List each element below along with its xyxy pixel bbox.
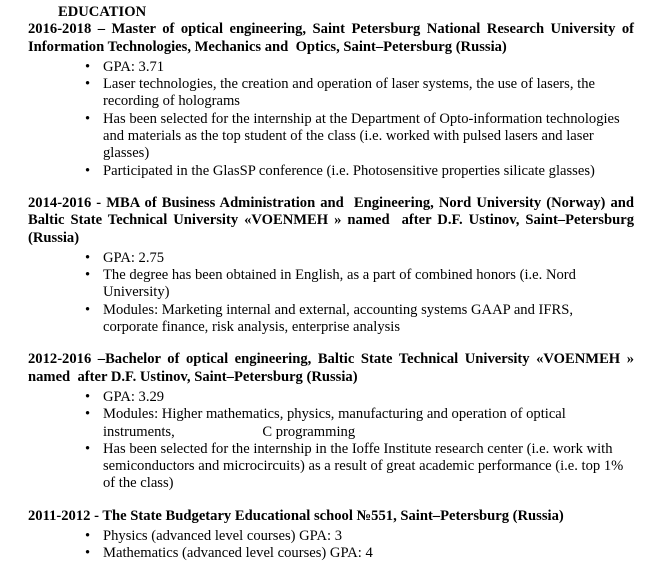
bullet-icon: • — [85, 110, 91, 127]
bullet-item — [28, 76, 634, 111]
bullet-text: GPA: 3.29 — [103, 388, 165, 405]
bullet-text: GPA: 2.75 — [103, 249, 165, 266]
bullet-icon: • — [85, 162, 91, 179]
bullet-item — [28, 250, 634, 267]
education-entry — [28, 195, 634, 336]
bullet-icon: • — [85, 301, 91, 318]
bullet-item — [28, 267, 634, 302]
bullet-icon: • — [85, 58, 91, 75]
entry-title: 2016-2018 – Master of optical engineering, Saint Petersburg National Research University of Information Technologies, Mechanics and Optics, Saint–Petersburg (Russia) — [28, 21, 634, 55]
entry-title: 2014-2016 - MBA of Business Administration and Engineering, Nord University (Norway) and Baltic State Technical University «VOENMEH » named after D.F. Ustinov, Saint–Petersburg (Russia) — [28, 194, 634, 246]
entry-bullet-list — [28, 59, 634, 180]
bullet-icon: • — [85, 440, 91, 457]
bullet-item — [28, 545, 634, 562]
entry-bullet-list — [28, 250, 634, 336]
entry-title: 2011-2012 - The State Budgetary Educational school №551, Saint–Petersburg (Russia) — [28, 507, 564, 524]
bullet-item — [28, 389, 634, 406]
bullet-icon: • — [85, 406, 91, 423]
education-entry — [28, 351, 634, 492]
bullet-icon: • — [85, 545, 91, 562]
bullet-text: The degree has been obtained in English, as a part of combined honors (i.e. Nord University) — [103, 267, 580, 301]
bullet-text: Mathematics (advanced level courses) GPA: 4 — [103, 545, 373, 562]
bullet-item — [28, 111, 634, 163]
bullet-icon: • — [85, 249, 91, 266]
bullet-text: Participated in the GlasSP conference (i.e. Photosensitive properties silicate glasses) — [103, 162, 595, 179]
bullet-icon: • — [85, 267, 91, 284]
bullet-item — [28, 441, 634, 493]
bullet-item — [28, 528, 634, 545]
education-entry — [28, 508, 634, 563]
bullet-item — [28, 302, 634, 337]
bullet-item — [28, 406, 634, 441]
entry-title: 2012-2016 –Bachelor of optical engineering, Baltic State Technical University «VOENMEH » named after D.F. Ustinov, Saint–Petersburg (Russia) — [28, 351, 634, 385]
entry-bullet-list — [28, 389, 634, 493]
bullet-text: GPA: 3.71 — [103, 58, 165, 75]
bullet-text: Has been selected for the internship in the Ioffe Institute research center (i.e. work with semiconductors and microcircuits) as a result of great academic performance (i.e. top 1% of the class) — [103, 440, 627, 492]
bullet-text: Modules: Marketing internal and external, accounting systems GAAP and IFRS, corporate finance, risk analysis, enterprise analysis — [103, 301, 581, 336]
bullet-text: Modules: Higher mathematics, physics, manufacturing and operation of optical instruments, C programming — [103, 406, 570, 440]
bullet-text: Laser technologies, the creation and operation of laser systems, the use of lasers, the recording of holograms — [103, 76, 599, 110]
bullet-text: Has been selected for the internship at the Department of Opto-information technologies and materials as the top student of the class (i.e. worked with pulsed lasers and laser glasses) — [103, 110, 624, 162]
bullet-icon: • — [85, 528, 91, 545]
bullet-text: Physics (advanced level courses) GPA: 3 — [103, 528, 342, 545]
education-document — [28, 0, 634, 563]
education-entry — [28, 21, 634, 180]
entry-bullet-list — [28, 528, 634, 563]
education-section-heading: EDUCATION — [58, 4, 147, 20]
education-entries — [28, 21, 634, 562]
bullet-item — [28, 163, 634, 180]
bullet-icon: • — [85, 388, 91, 405]
bullet-icon: • — [85, 76, 91, 93]
bullet-item — [28, 59, 634, 76]
